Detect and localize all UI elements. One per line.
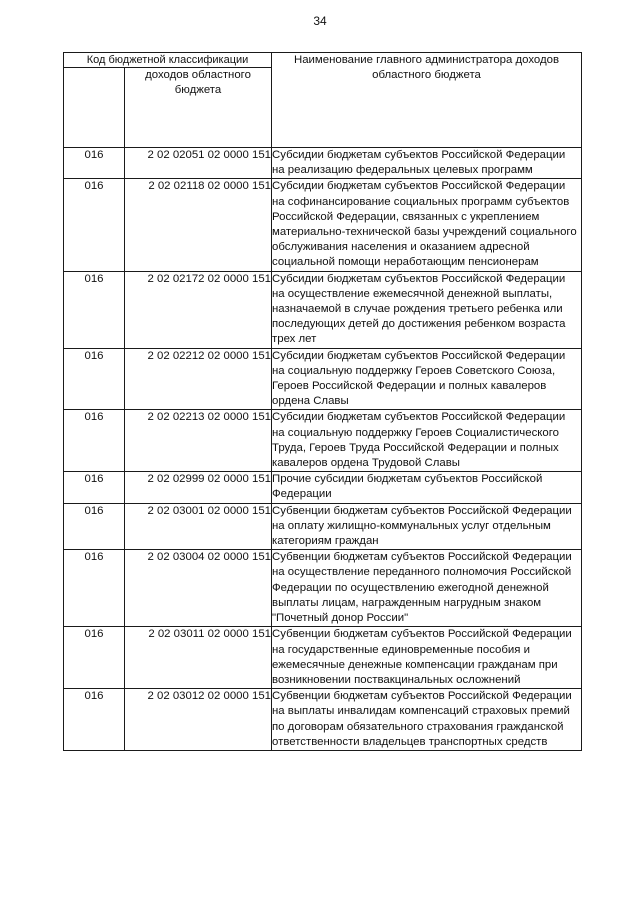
income-code-cell: 2 02 02212 02 0000 151 bbox=[125, 348, 272, 410]
table-row bbox=[64, 627, 582, 689]
income-code-cell: 2 02 03004 02 0000 151 bbox=[125, 550, 272, 627]
admin-code-cell: 016 bbox=[64, 472, 125, 503]
description-cell: Прочие субсидии бюджетам субъектов Российской Федерации bbox=[272, 472, 582, 503]
table-row bbox=[64, 148, 582, 179]
income-code-header: доходов областного бюджета bbox=[125, 68, 272, 148]
income-code-cell: 2 02 03012 02 0000 151 bbox=[125, 689, 272, 751]
table-body bbox=[64, 148, 582, 751]
table-row bbox=[64, 271, 582, 348]
classification-group-header: Код бюджетной классификации bbox=[64, 53, 272, 68]
table-row bbox=[64, 410, 582, 472]
administrator-name-header: Наименование главного администратора доходов областного бюджета bbox=[272, 53, 582, 148]
description-cell: Субвенции бюджетам субъектов Российской Федерации на оплату жилищно-коммунальных услуг отдельным категориям граждан bbox=[272, 503, 582, 550]
admin-code-cell: 016 bbox=[64, 271, 125, 348]
description-cell: Субсидии бюджетам субъектов Российской Федерации на социальную поддержку Героев Социалистического Труда, Героев Труда Российской Федерации и полных кавалеров ордена Трудовой Славы bbox=[272, 410, 582, 472]
table-row bbox=[64, 472, 582, 503]
income-code-cell: 2 02 02999 02 0000 151 bbox=[125, 472, 272, 503]
income-code-cell: 2 02 03001 02 0000 151 bbox=[125, 503, 272, 550]
table-row bbox=[64, 689, 582, 751]
description-cell: Субсидии бюджетам субъектов Российской Федерации на социальную поддержку Героев Советского Союза, Героев Российской Федерации и полных кавалеров ордена Славы bbox=[272, 348, 582, 410]
description-cell: Субсидии бюджетам субъектов Российской Федерации на софинансирование социальных программ субъектов Российской Федерации, связанных с укреплением материально-технической базы учреждений социального обслуживания населения и оказанием адресной социальной помощи неработающим пенсионерам bbox=[272, 179, 582, 271]
table-row bbox=[64, 503, 582, 550]
income-code-cell: 2 02 02051 02 0000 151 bbox=[125, 148, 272, 179]
description-cell: Субвенции бюджетам субъектов Российской Федерации на выплаты инвалидам компенсаций страховых премий по договорам обязательного страхования гражданской ответственности владельцев транспортных средств bbox=[272, 689, 582, 751]
income-code-cell: 2 02 02172 02 0000 151 bbox=[125, 271, 272, 348]
admin-code-cell: 016 bbox=[64, 550, 125, 627]
description-cell: Субвенции бюджетам субъектов Российской Федерации на государственные единовременные пособия и ежемесячные денежные компенсации гражданам при возникновении поствакцинальных осложнений bbox=[272, 627, 582, 689]
table-row bbox=[64, 348, 582, 410]
admin-code-cell: 016 bbox=[64, 179, 125, 271]
header-row-top bbox=[64, 53, 582, 68]
description-cell: Субвенции бюджетам субъектов Российской Федерации на осуществление переданного полномочия Российской Федерации по осуществлению ежегодной денежной выплаты лицам, награжденным нагрудным знаком "Почетный донор России" bbox=[272, 550, 582, 627]
description-cell: Субсидии бюджетам субъектов Российской Федерации на реализацию федеральных целевых программ bbox=[272, 148, 582, 179]
income-code-cell: 2 02 02118 02 0000 151 bbox=[125, 179, 272, 271]
budget-classification-table bbox=[63, 52, 582, 751]
table-row bbox=[64, 550, 582, 627]
page-number: 34 bbox=[313, 14, 327, 28]
admin-code-cell: 016 bbox=[64, 348, 125, 410]
income-code-cell: 2 02 03011 02 0000 151 bbox=[125, 627, 272, 689]
admin-code-cell: 016 bbox=[64, 148, 125, 179]
admin-code-cell: 016 bbox=[64, 503, 125, 550]
income-code-cell: 2 02 02213 02 0000 151 bbox=[125, 410, 272, 472]
admin-code-cell: 016 bbox=[64, 410, 125, 472]
admin-code-header bbox=[64, 68, 125, 148]
description-cell: Субсидии бюджетам субъектов Российской Федерации на осуществление ежемесячной денежной выплаты, назначаемой в случае рождения третьего ребенка или последующих детей до достижения ребенком возраста трех лет bbox=[272, 271, 582, 348]
admin-code-cell: 016 bbox=[64, 627, 125, 689]
table-header bbox=[64, 53, 582, 148]
table-row bbox=[64, 179, 582, 271]
admin-code-cell: 016 bbox=[64, 689, 125, 751]
